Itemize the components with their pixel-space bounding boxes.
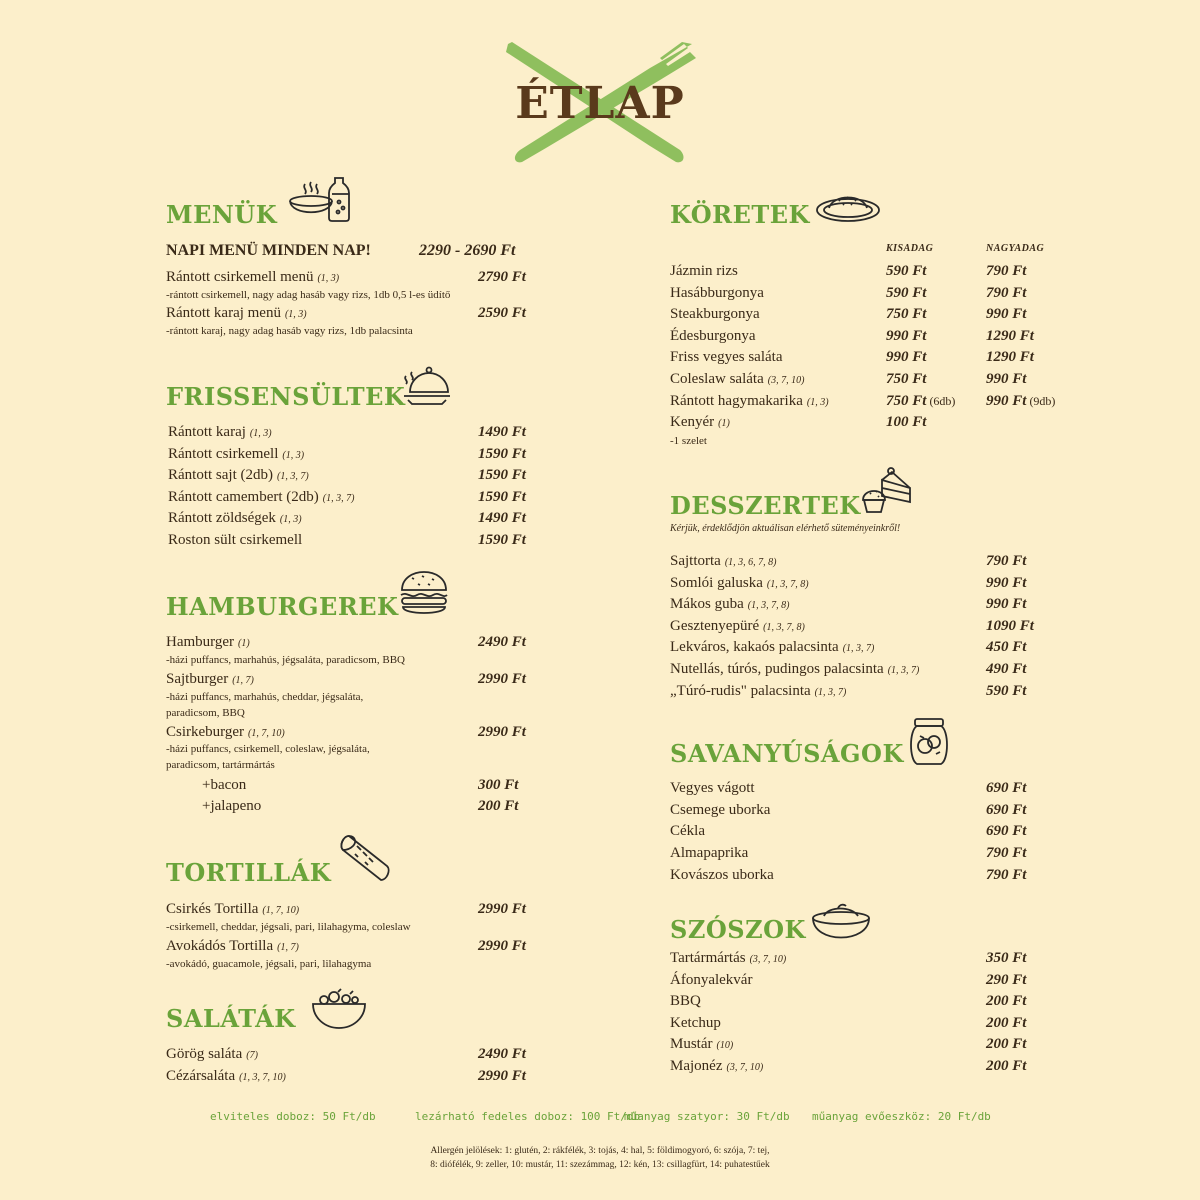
section-title-savanyusagok: SAVANYÚSÁGOK (670, 739, 904, 768)
item-price: 690 Ft (986, 780, 1027, 796)
cloche-dish-icon (400, 356, 454, 408)
item-price: 2990 Ft (478, 901, 526, 917)
menu-item (670, 393, 829, 410)
price-value: 990 Ft (886, 349, 927, 366)
item-name: Avokádós Tortilla (166, 938, 274, 954)
item-allergen: (1, 3) (806, 396, 829, 408)
item-name: Kenyér (670, 414, 715, 431)
price-value: 750 Ft (886, 392, 927, 409)
item-price: 690 Ft (986, 823, 1027, 840)
menu-item (168, 467, 309, 484)
price-nagyadag (986, 349, 1037, 366)
item-price: 1590 Ft (478, 531, 526, 548)
item-price: 490 Ft (986, 661, 1027, 677)
item-name: Friss vegyes saláta (670, 349, 783, 366)
price-value: 990 Ft (986, 306, 1027, 323)
price-nagyadag (986, 414, 989, 431)
price-kisadag (886, 349, 929, 366)
item-name: Somlói galuska (670, 574, 763, 591)
item-price: 790 Ft (986, 553, 1027, 569)
item-allergen: (1, 3, 7) (842, 643, 875, 655)
price-nagyadag (986, 328, 1037, 345)
allergen-legend-line2: 8: diófélék, 9: zeller, 10: mustár, 11: szezámmag, 12: kén, 13: csillagfürt, 14: puhatestűek (430, 1160, 770, 1170)
price-value: 990 Ft (886, 327, 927, 344)
item-price: 200 Ft (986, 1014, 1027, 1031)
item-allergen: (3, 7, 10) (749, 954, 787, 965)
item-allergen: (1, 7, 10) (248, 728, 285, 739)
menu-item (670, 867, 778, 884)
item-name: Csemege uborka (670, 801, 771, 818)
item-allergen: (1, 7) (277, 942, 299, 953)
item-desc: -házi puffancs, marhahús, jégsaláta, paradicsom, BBQ (166, 654, 405, 666)
menu-item (166, 938, 299, 955)
item-price: 200 Ft (986, 1058, 1027, 1074)
menu-item (670, 328, 760, 345)
item-name: Rántott zöldségek (168, 510, 276, 526)
menu-item (670, 349, 786, 366)
rice-plate-icon (815, 188, 881, 224)
item-price: 2490 Ft (478, 1046, 526, 1062)
item-allergen: (1, 3, 7, 8) (747, 600, 790, 612)
item-name: Rántott camembert (2db) (168, 488, 319, 505)
item-name: „Túró-rudis" palacsinta (670, 682, 811, 699)
item-desc: paradicsom, tartármártás (166, 759, 275, 771)
item-price: 990 Ft (986, 574, 1027, 591)
menu-item (670, 683, 846, 700)
item-allergen: (1, 3, 7, 8) (766, 578, 809, 590)
menu-item (670, 414, 730, 431)
extra-item: +bacon (202, 777, 247, 793)
price-kisadag (886, 285, 929, 302)
section-title-koretek: KÖRETEK (670, 200, 810, 229)
item-price: 2990 Ft (478, 1068, 526, 1084)
item-name: Kovászos uborka (670, 866, 774, 883)
item-allergen: (7) (246, 1050, 258, 1061)
item-name: Mákos guba (670, 596, 744, 613)
item-price: 2990 Ft (478, 671, 526, 687)
item-desc: -csirkemell, cheddar, jégsali, pari, lilahagyma, coleslaw (166, 921, 411, 933)
item-name: Édesburgonya (670, 327, 756, 344)
price-nagyadag (986, 263, 1029, 280)
price-value: 1290 Ft (986, 349, 1034, 366)
menu-item (168, 532, 306, 549)
menu-item (670, 639, 874, 656)
menu-item (670, 618, 805, 635)
item-price: 990 Ft (986, 596, 1027, 613)
item-desc: -házi puffancs, csirkemell, coleslaw, jégsaláta, (166, 743, 370, 755)
item-desc: -rántott csirkemell, nagy adag hasáb vagy rizs, 1db 0,5 l-es üdítő (166, 289, 451, 301)
price-value: 990 Ft (986, 392, 1027, 409)
section-title-frissensultek: FRISSENSÜLTEK (166, 382, 406, 411)
item-allergen: (10) (716, 1040, 734, 1052)
item-desc: -házi puffancs, marhahús, cheddar, jégsaláta, (166, 691, 364, 703)
item-allergen: (1, 3) (284, 309, 307, 320)
item-name: Vegyes vágott (670, 780, 755, 796)
item-price: 2490 Ft (478, 634, 526, 650)
item-price: 2590 Ft (478, 305, 526, 321)
footer-packaging-4: műanyag evőeszköz: 20 Ft/db (812, 1110, 991, 1123)
menu-item (670, 306, 764, 323)
item-name: Steakburgonya (670, 306, 760, 323)
menu-item (670, 1036, 733, 1053)
menu-item (166, 671, 254, 688)
item-price: 2990 Ft (478, 938, 526, 954)
price-value: 750 Ft (886, 371, 927, 387)
menu-item (670, 553, 777, 570)
item-name: Rántott hagymakarika (670, 392, 803, 409)
item-desc: -1 szelet (670, 435, 707, 447)
item-name: Áfonyalekvár (670, 971, 753, 988)
item-name: Csirkés Tortilla (166, 901, 259, 917)
item-price: 200 Ft (986, 1036, 1027, 1053)
item-price: 790 Ft (986, 866, 1027, 883)
item-allergen: (1, 3, 7) (322, 492, 355, 504)
footer-packaging-1: elviteles doboz: 50 Ft/db (210, 1110, 376, 1123)
desszertek-note: Kérjük, érdeklődjön aktuálisan elérhető süteményeinkről! (670, 523, 901, 534)
item-allergen: (1, 3, 6, 7, 8) (724, 557, 777, 568)
menu-item (670, 575, 809, 592)
section-title-hamburgerek: HAMBURGEREK (166, 592, 399, 621)
item-name: Almapaprika (670, 845, 749, 862)
item-allergen: (1) (238, 638, 250, 649)
item-allergen: (1, 3, 7, 10) (239, 1072, 286, 1083)
price-unit: (9db) (1029, 393, 1056, 408)
section-title-salatak: SALÁTÁK (166, 1004, 296, 1033)
item-price: 1490 Ft (478, 510, 526, 526)
section-title-szoszok: SZÓSZOK (670, 915, 806, 944)
item-name: Hamburger (166, 634, 235, 650)
wrap-icon (335, 832, 391, 886)
item-name: Nutellás, túrós, pudingos palacsinta (670, 661, 884, 677)
menu-item (166, 269, 339, 286)
allergen-legend-line1: Allergén jelölések: 1: glutén, 2: rákfélék, 3: tojás, 4: hal, 5: földimogyoró, 6: szója, 7: tej, (430, 1146, 770, 1156)
item-allergen: (1, 7, 10) (262, 905, 300, 916)
menu-item (166, 1046, 258, 1063)
footer-packaging-3: műanyag szatyor: 30 Ft/db (624, 1110, 790, 1123)
price-kisadag (886, 328, 929, 345)
price-kisadag (886, 306, 929, 323)
cake-muffin-icon (860, 466, 914, 516)
item-name: Ketchup (670, 1014, 721, 1031)
item-desc: paradicsom, BBQ (166, 707, 245, 719)
item-name: Roston sült csirkemell (168, 531, 303, 548)
item-name: Tartármártás (670, 950, 746, 966)
price-unit: (6db) (929, 393, 956, 408)
item-allergen: (1, 7) (232, 675, 254, 686)
napi-menu-price: 2290 - 2690 Ft (419, 242, 516, 259)
menu-item (670, 950, 786, 967)
item-allergen: (1, 3) (279, 514, 302, 525)
item-name: Gesztenyepüré (670, 617, 760, 634)
item-name: Rántott csirkemell menü (166, 269, 314, 285)
item-allergen: (1, 3, 7, 8) (763, 621, 805, 633)
item-allergen: (3, 7, 10) (767, 375, 805, 386)
price-value: 590 Ft (886, 263, 927, 279)
price-value: 790 Ft (986, 284, 1027, 301)
menu-item (670, 1015, 725, 1032)
menu-item (670, 1058, 763, 1075)
item-allergen: (1) (718, 418, 730, 430)
item-name: Rántott sajt (2db) (168, 467, 273, 483)
soup-bowl-bottle-icon (287, 170, 357, 224)
item-desc: -rántott karaj, nagy adag hasáb vagy rizs, 1db palacsinta (166, 325, 413, 337)
price-value: 100 Ft (886, 414, 927, 431)
item-name: Majonéz (670, 1058, 723, 1074)
price-nagyadag (986, 371, 1029, 388)
salad-bowl-icon (310, 988, 368, 1032)
menu-item (168, 424, 272, 441)
item-name: Sajtburger (166, 671, 229, 687)
section-title-tortillak: TORTILLÁK (166, 858, 332, 887)
menu-item (670, 993, 705, 1010)
item-allergen: (1, 3, 7) (814, 686, 847, 698)
menu-item (168, 489, 354, 506)
menu-item (166, 901, 299, 918)
menu-item (166, 305, 307, 322)
item-price: 290 Ft (986, 971, 1027, 988)
item-name: Sajttorta (670, 553, 721, 569)
item-allergen: (1, 3) (282, 449, 305, 461)
item-desc: -avokádó, guacamole, jégsali, pari, lilahagyma (166, 958, 372, 970)
menu-item (670, 285, 768, 302)
price-value: 790 Ft (986, 263, 1027, 279)
sauce-bowl-icon (810, 900, 872, 942)
menu-item (670, 780, 759, 797)
item-price: 590 Ft (986, 682, 1027, 699)
item-price: 690 Ft (986, 801, 1027, 818)
item-name: Csirkeburger (166, 724, 245, 740)
item-name: Görög saláta (166, 1046, 243, 1062)
menu-item (670, 263, 742, 280)
section-title-desszertek: DESSZERTEK (670, 491, 861, 520)
column-header-kisadag: KISADAG (886, 243, 934, 254)
menu-item (670, 661, 919, 678)
extra-price: 200 Ft (478, 798, 519, 814)
item-price: 200 Ft (986, 993, 1027, 1010)
item-price: 2990 Ft (478, 724, 526, 740)
extra-item: +jalapeno (202, 798, 262, 814)
item-price: 1090 Ft (986, 617, 1034, 634)
item-price: 1490 Ft (478, 424, 526, 440)
item-name: Mustár (670, 1036, 713, 1053)
item-allergen: (1, 3, 7) (887, 665, 920, 676)
menu-item (168, 446, 304, 463)
item-name: BBQ (670, 993, 701, 1010)
item-price: 350 Ft (986, 950, 1027, 966)
price-kisadag (886, 263, 929, 280)
price-kisadag (886, 414, 929, 431)
price-value: 1290 Ft (986, 327, 1034, 344)
item-allergen: (1, 3) (317, 273, 340, 284)
footer-packaging-2: lezárható fedeles doboz: 100 Ft/db (415, 1110, 641, 1123)
price-value: 590 Ft (886, 284, 927, 301)
item-name: Cézársaláta (166, 1068, 236, 1084)
item-name: Cékla (670, 823, 705, 840)
menu-item (670, 972, 756, 989)
title-logo (500, 38, 700, 168)
napi-menu-label: NAPI MENÜ MINDEN NAP! (166, 242, 371, 259)
item-allergen: (3, 7, 10) (726, 1062, 764, 1073)
item-price: 450 Ft (986, 639, 1027, 656)
page-title: ÉTLAP (515, 78, 685, 129)
item-name: Lekváros, kakaós palacsinta (670, 639, 839, 656)
item-price: 1590 Ft (478, 445, 526, 462)
burger-icon (398, 568, 450, 618)
price-kisadag (886, 393, 955, 410)
menu-item (168, 510, 302, 527)
item-allergen: (1, 3, 7) (277, 471, 309, 482)
item-name: Jázmin rizs (670, 263, 738, 279)
menu-item (670, 845, 752, 862)
item-name: Hasábburgonya (670, 284, 764, 301)
price-value: 750 Ft (886, 306, 927, 323)
menu-item (166, 1068, 286, 1085)
item-name: Rántott karaj menü (166, 305, 281, 321)
price-value: 990 Ft (986, 371, 1027, 387)
menu-item (670, 371, 804, 388)
menu-item (670, 802, 774, 819)
item-name: Rántott csirkemell (168, 445, 279, 462)
item-price: 2790 Ft (478, 269, 526, 285)
item-price: 1590 Ft (478, 488, 526, 505)
menu-item (166, 634, 250, 651)
item-name: Rántott karaj (168, 424, 246, 440)
column-header-nagyadag: NAGYADAG (986, 243, 1045, 254)
price-kisadag (886, 371, 929, 388)
item-price: 790 Ft (986, 845, 1027, 862)
item-allergen: (1, 3) (249, 428, 272, 439)
price-nagyadag (986, 285, 1029, 302)
menu-item (670, 596, 789, 613)
extra-price: 300 Ft (478, 777, 519, 793)
section-title-menuk: MENÜK (166, 200, 278, 229)
item-name: Coleslaw saláta (670, 371, 764, 387)
price-nagyadag (986, 393, 1055, 410)
menu-item (166, 724, 285, 741)
item-price: 1590 Ft (478, 467, 526, 483)
menu-item (670, 823, 709, 840)
pickle-jar-icon (906, 716, 952, 768)
price-nagyadag (986, 306, 1029, 323)
